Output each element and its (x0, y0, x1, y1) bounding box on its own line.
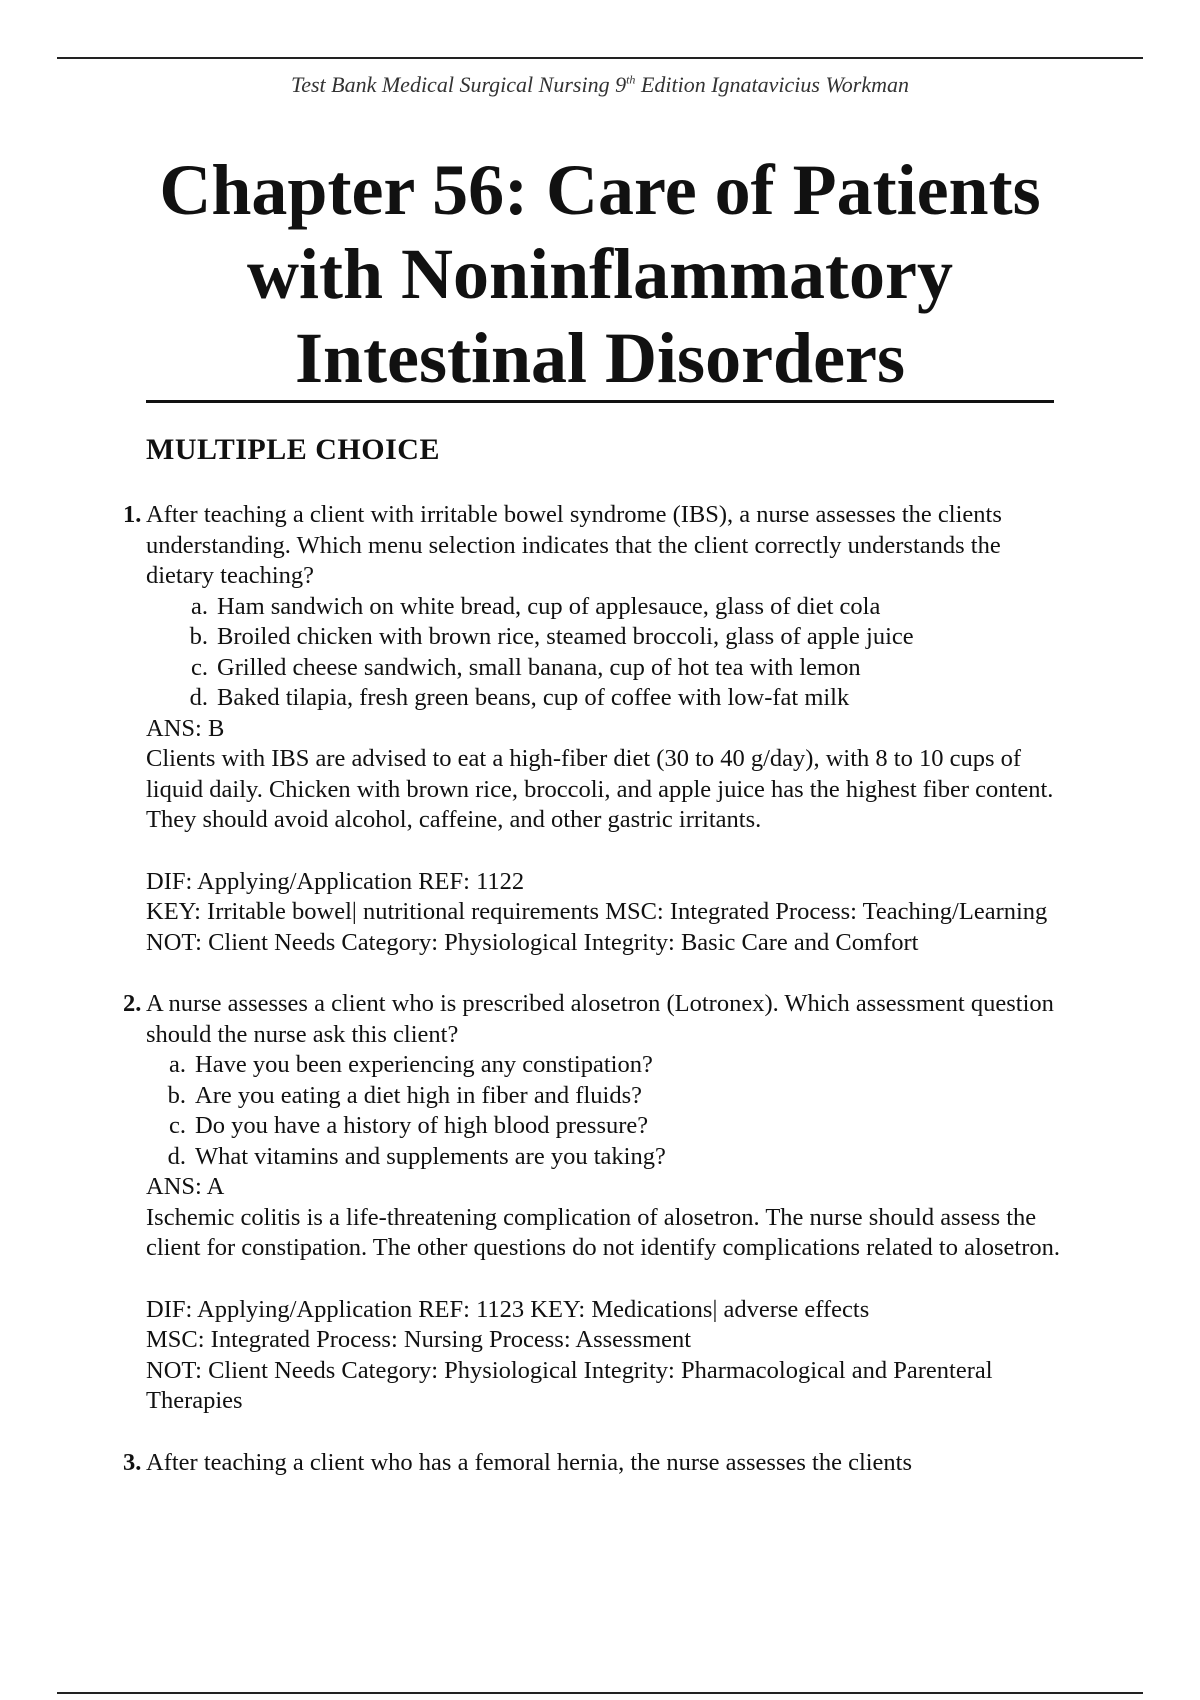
question-3 (123, 1448, 1066, 1479)
choice-a (160, 1050, 1066, 1081)
top-rule (57, 57, 1143, 59)
choice-b (182, 622, 1066, 653)
choice-letter: a. (191, 592, 208, 620)
question-stem: After teaching a client with irritable bowel syndrome (IBS), a nurse assesses the clients understanding. Which menu selection indicates that the client correctly understands the dietary teaching? (146, 501, 1002, 589)
meta-line: NOT: Client Needs Category: Physiological Integrity: Basic Care and Comfort (146, 928, 919, 956)
meta-line: MSC: Integrated Process: Nursing Process: Assessment (146, 1326, 692, 1353)
question-1 (123, 500, 1066, 958)
choice-c (182, 653, 1066, 684)
running-header-text-end: Edition Ignatavicius Workman (635, 72, 909, 97)
question-metadata (146, 1295, 1066, 1417)
choice-text: Ham sandwich on white bread, cup of applesauce, glass of diet cola (217, 592, 881, 620)
choice-d (160, 1142, 1066, 1173)
question-2 (123, 989, 1066, 1417)
choice-text: Baked tilapia, fresh green beans, cup of coffee with low-fat milk (217, 684, 850, 711)
choice-text: What vitamins and supplements are you taking? (195, 1142, 666, 1170)
running-header (0, 72, 1200, 98)
choice-letter: a. (169, 1051, 186, 1078)
choice-letter: c. (169, 1112, 186, 1139)
choice-text: Do you have a history of high blood pressure? (195, 1112, 649, 1139)
choice-d (182, 683, 1066, 714)
answer-choices (146, 592, 1066, 714)
running-header-text: Test Bank Medical Surgical Nursing 9 (291, 72, 627, 97)
question-number: 1. (123, 501, 142, 528)
answer-key: ANS: A (146, 1173, 225, 1200)
choice-a (182, 592, 1066, 623)
title-underline (146, 400, 1054, 403)
choice-letter: b. (167, 1081, 186, 1109)
choice-text: Broiled chicken with brown rice, steamed broccoli, glass of apple juice (217, 623, 914, 650)
choice-letter: c. (191, 653, 208, 681)
answer-choices (146, 1050, 1066, 1172)
question-number: 3. (123, 1448, 142, 1476)
choice-letter: d. (167, 1142, 186, 1170)
choice-letter: b. (189, 623, 208, 650)
choice-c (160, 1111, 1066, 1142)
running-header-superscript: th (626, 72, 636, 87)
chapter-title: Chapter 56: Care of Patients with Noninflammatory Intestinal Disorders (159, 150, 1041, 398)
meta-line: KEY: Irritable bowel| nutritional requirements MSC: Integrated Process: Teaching/Learning (146, 898, 1048, 925)
choice-text: Have you been experiencing any constipation? (195, 1051, 653, 1078)
choice-b (160, 1081, 1066, 1112)
question-stem: After teaching a client who has a femoral hernia, the nurse assesses the clients (146, 1448, 913, 1476)
rationale: Clients with IBS are advised to eat a high-fiber diet (30 to 40 g/day), with 8 to 10 cups of liquid daily. Chicken with brown rice, broccoli, and apple juice has the highest fiber content. They should avoid alcohol, caffeine, and other gastric irritants. (146, 745, 1054, 833)
meta-line: NOT: Client Needs Category: Physiological Integrity: Pharmacological and Parenteral Therapies (146, 1356, 993, 1414)
meta-line: DIF: Applying/Application REF: 1122 (146, 867, 525, 895)
choice-letter: d. (189, 684, 208, 711)
choice-text: Grilled cheese sandwich, small banana, cup of hot tea with lemon (217, 653, 861, 681)
question-number: 2. (123, 990, 142, 1017)
question-stem: A nurse assesses a client who is prescribed alosetron (Lotronex). Which assessment question should the nurse ask this client? (146, 990, 1054, 1048)
rationale: Ischemic colitis is a life-threatening complication of alosetron. The nurse should assess the client for constipation. The other questions do not identify complications related to alosetron. (146, 1203, 1061, 1261)
meta-line: DIF: Applying/Application REF: 1123 KEY: Medications| adverse effects (146, 1295, 870, 1323)
question-metadata (146, 867, 1066, 959)
question-list (123, 500, 1066, 1509)
choice-text: Are you eating a diet high in fiber and fluids? (195, 1081, 642, 1109)
answer-key: ANS: B (146, 714, 225, 742)
bottom-rule (57, 1692, 1143, 1694)
section-heading: MULTIPLE CHOICE (146, 433, 440, 466)
